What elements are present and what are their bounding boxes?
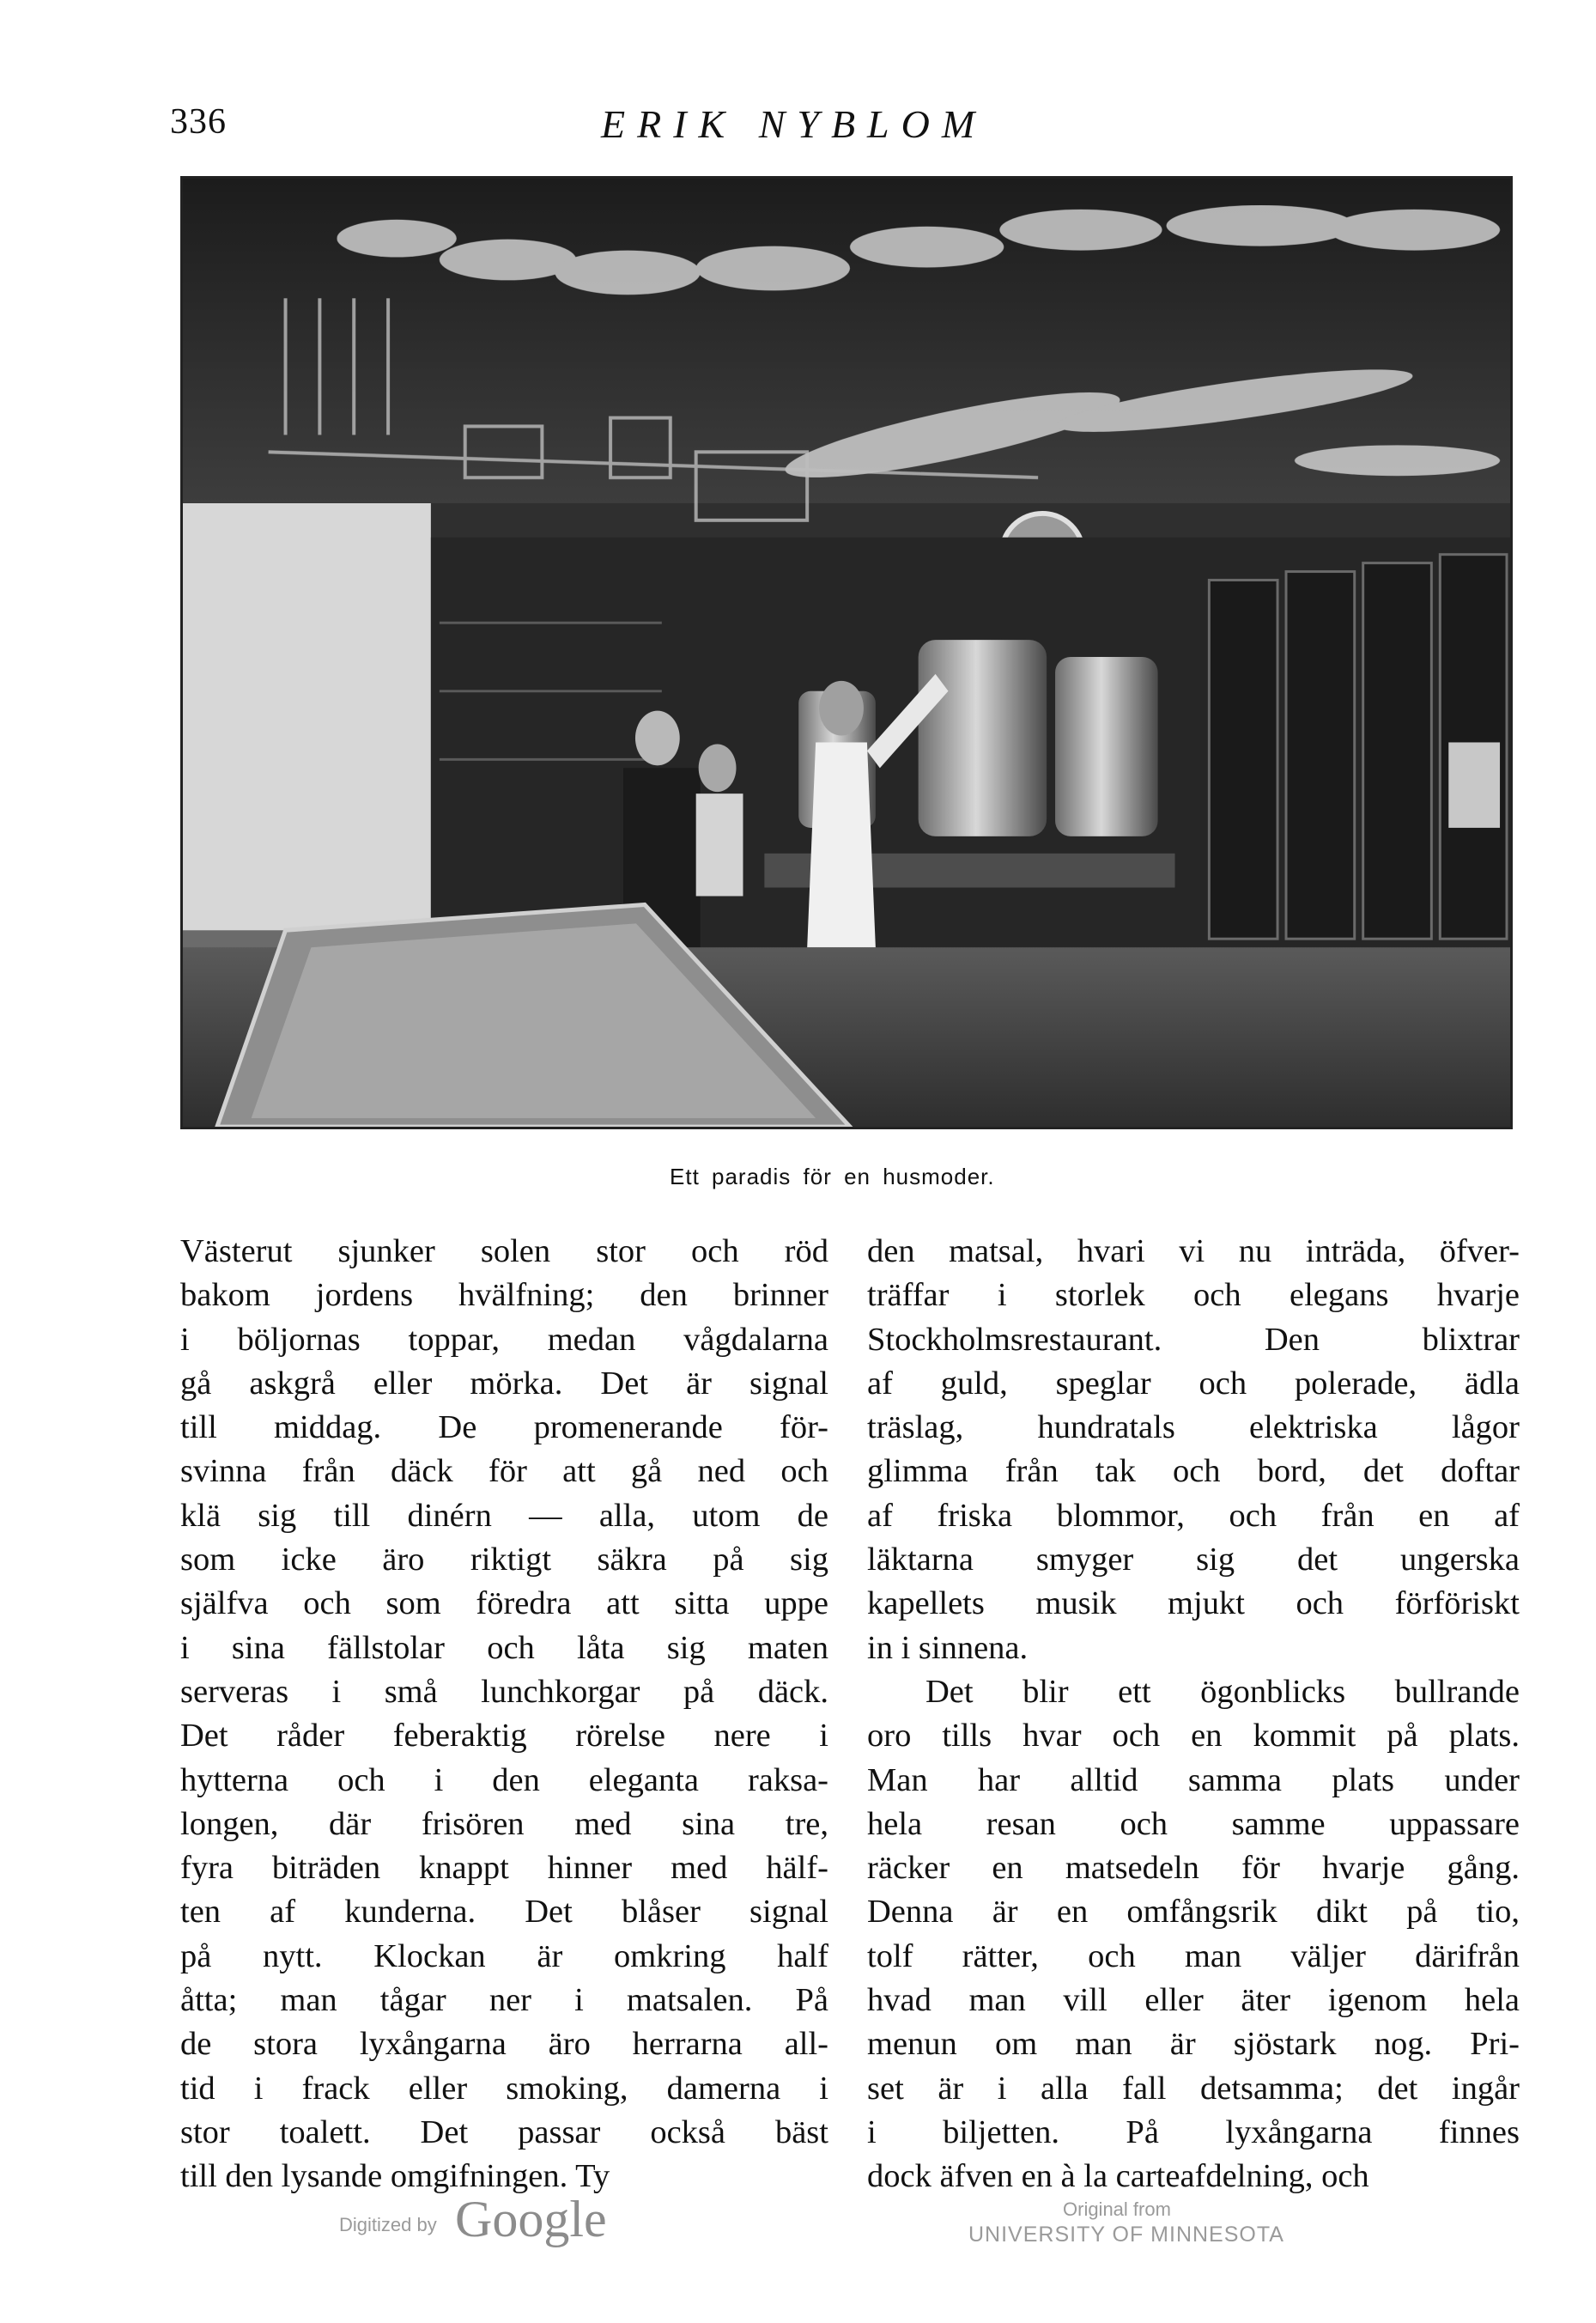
footer-original-from: Original from <box>1063 2198 1171 2220</box>
text-line: på nytt. Klockan är omkring half <box>180 1937 828 1974</box>
text-line: oro tills hvar och en kommit på plats. <box>867 1718 1520 1754</box>
footer-digitized-by: Digitized by <box>339 2214 437 2235</box>
text-line: Stockholmsrestaurant. Den blixtrar <box>867 1321 1520 1358</box>
text-line: stor toalett. Det passar också bäst <box>180 2113 828 2150</box>
text-line: de stora lyxångarna äro herrarna all- <box>180 2026 828 2063</box>
text-line: åtta; man tågar ner i matsalen. På <box>180 1982 828 2019</box>
text-column-right <box>867 1230 1520 2199</box>
text-line: kapellets musik mjukt och förföriskt <box>867 1585 1520 1622</box>
text-line: Denna är en omfångsrik dikt på tio, <box>867 1894 1520 1931</box>
text-line: bakom jordens hvälfning; den brinner <box>180 1277 828 1314</box>
text-column-left <box>180 1230 828 2199</box>
text-line: tolf rätter, och man väljer därifrån <box>867 1937 1520 1974</box>
text-line: i sina fällstolar och låta sig maten <box>180 1629 828 1666</box>
text-line: longen, där frisören med sina tre, <box>180 1805 828 1842</box>
text-line: i böljornas toppar, medan vågdalarna <box>180 1321 828 1358</box>
photograph-pantry <box>180 176 1513 1129</box>
text-line: läktarna smyger sig det ungerska <box>867 1542 1520 1578</box>
text-line: Västerut sjunker solen stor och röd <box>180 1233 828 1269</box>
text-line: in i sinnena. <box>867 1629 1029 1666</box>
text-line: glimma från tak och bord, det doftar <box>867 1453 1520 1490</box>
figure-caption: Ett paradis för en husmoder. <box>670 1164 995 1189</box>
text-line: Det blir ett ögonblicks bullrande <box>925 1673 1520 1710</box>
text-line: till middag. De promenerande för- <box>180 1409 828 1446</box>
text-line: af guld, speglar och polerade, ädla <box>867 1365 1520 1402</box>
running-head: ERIK NYBLOM <box>601 102 987 146</box>
text-line: fyra biträden knappt hinner med hälf- <box>180 1850 828 1887</box>
text-line: träffar i storlek och elegans hvarje <box>867 1277 1520 1314</box>
text-line: dock äfven en à la carteafdelning, och <box>867 2158 1369 2195</box>
text-line: till den lysande omgifningen. Ty <box>180 2158 610 2195</box>
text-line: räcker en matsedeln för hvarje gång. <box>867 1850 1520 1887</box>
text-line: Det råder feberaktig rörelse nere i <box>180 1718 828 1754</box>
text-line: menun om man är sjöstark nog. Pri- <box>867 2026 1520 2063</box>
text-line: tid i frack eller smoking, damerna i <box>180 2070 828 2107</box>
text-line: Man har alltid samma plats under <box>867 1761 1520 1798</box>
text-line: den matsal, hvari vi nu inträda, öfver- <box>867 1233 1520 1269</box>
text-line: som icke äro riktigt säkra på sig <box>180 1542 828 1578</box>
text-line: klä sig till dinérn — alla, utom de <box>180 1497 828 1534</box>
text-line: i biljetten. På lyxångarna finnes <box>867 2113 1520 2150</box>
text-line: serveras i små lunchkorgar på däck. <box>180 1673 828 1710</box>
text-line: hytterna och i den eleganta raksa- <box>180 1761 828 1798</box>
google-logo: Google <box>455 2191 607 2247</box>
text-line: gå askgrå eller mörka. Det är signal <box>180 1365 828 1402</box>
page-number: 336 <box>170 102 227 142</box>
text-line: af friska blommor, och från en af <box>867 1497 1520 1534</box>
text-line: set är i alla fall detsamma; det ingår <box>867 2070 1520 2107</box>
text-line: själfva och som föredra att sitta uppe <box>180 1585 828 1622</box>
photograph-illustration <box>183 179 1510 1127</box>
text-line: ten af kunderna. Det blåser signal <box>180 1894 828 1931</box>
text-line: hela resan och samme uppassare <box>867 1805 1520 1842</box>
footer-university: UNIVERSITY OF MINNESOTA <box>968 2223 1284 2247</box>
text-line: träslag, hundratals elektriska lågor <box>867 1409 1520 1446</box>
text-line: svinna från däck för att gå ned och <box>180 1453 828 1490</box>
text-line: hvad man vill eller äter igenom hela <box>867 1982 1520 2019</box>
